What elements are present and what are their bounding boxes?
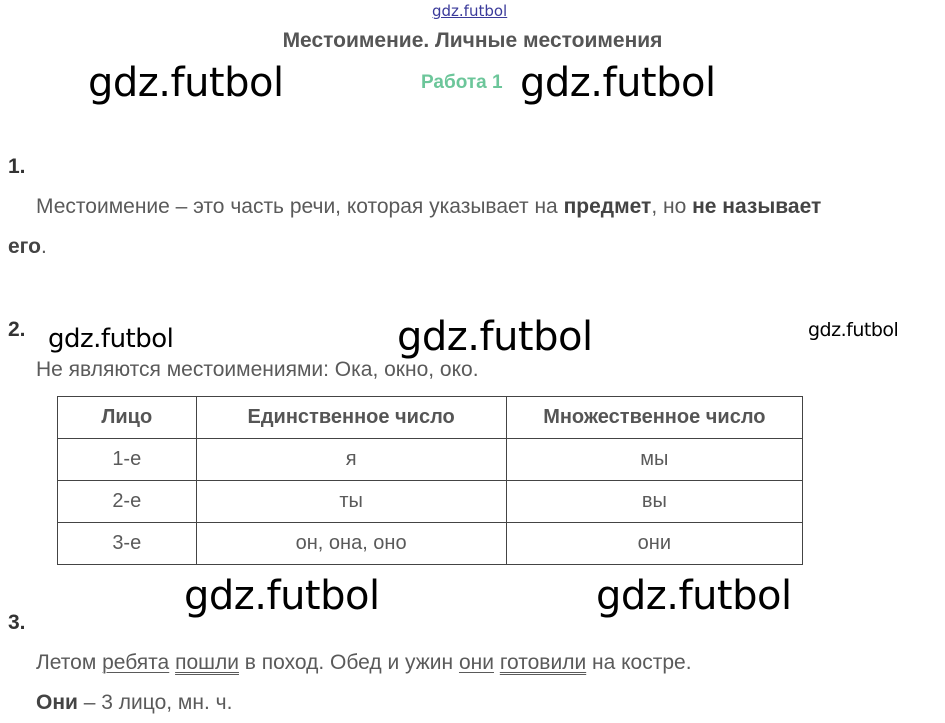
table-cell: я [196, 439, 506, 481]
table-cell: 2-е [58, 481, 197, 523]
table-cell: они [506, 523, 802, 565]
task2-text: Не являются местоимениями: Ока, окно, око. [36, 358, 479, 381]
table-row [58, 481, 803, 523]
table-cell: ты [196, 481, 506, 523]
table-cell: 3-е [58, 523, 197, 565]
table-cell: он, она, оно [196, 523, 506, 565]
task3-text: на костре. [586, 651, 692, 674]
table-header-cell: Единственное число [196, 397, 506, 439]
table-header-cell: Лицо [58, 397, 197, 439]
watermark: gdz.futbol [808, 319, 899, 341]
subject-oni: они [458, 651, 494, 674]
task1-bold-ego: его [8, 235, 41, 258]
table-cell: вы [506, 481, 802, 523]
task3-answer [36, 691, 232, 715]
watermark: gdz.futbol [88, 60, 284, 106]
table-row [58, 523, 803, 565]
task1-text-part2: , но [651, 195, 693, 218]
task3-text: Летом [36, 651, 103, 674]
pronoun-table [57, 396, 803, 565]
task3-text: в поход. Обед и ужин [238, 651, 459, 674]
watermark: gdz.futbol [520, 60, 716, 106]
task-number-1: 1. [8, 155, 26, 178]
watermark: gdz.futbol [397, 314, 593, 360]
task1-line1 [36, 195, 821, 219]
task1-line2 [8, 235, 47, 259]
table-row [58, 439, 803, 481]
watermark-top[interactable]: gdz.futbol [432, 2, 508, 20]
table-cell: 1-е [58, 439, 197, 481]
page-title: Местоимение. Личные местоимения [282, 29, 663, 52]
task1-bold-ne-nazyvaet: не называет [692, 195, 822, 218]
predicate-poshli: пошли [175, 651, 239, 674]
task-number-3: 3. [8, 611, 26, 634]
watermark: gdz.futbol [48, 324, 174, 354]
watermark: gdz.futbol [596, 573, 792, 619]
table-cell: мы [506, 439, 802, 481]
subject-rebyata: ребята [102, 651, 170, 674]
task3-bold-oni: Они [36, 691, 78, 714]
task3-sentence [36, 651, 692, 675]
table-header-row [58, 397, 803, 439]
work-subtitle: Работа 1 [421, 72, 503, 93]
task1-text-part1: Местоимение – это часть речи, которая указывает на [36, 195, 564, 218]
task3-answer-text: – 3 лицо, мн. ч. [77, 691, 233, 714]
task-number-2: 2. [8, 318, 26, 341]
predicate-gotovili: готовили [499, 651, 587, 674]
task1-bold-predmet: предмет [563, 195, 652, 218]
table-header-cell: Множественное число [506, 397, 802, 439]
watermark: gdz.futbol [184, 573, 380, 619]
task1-text-part3: . [40, 235, 47, 258]
